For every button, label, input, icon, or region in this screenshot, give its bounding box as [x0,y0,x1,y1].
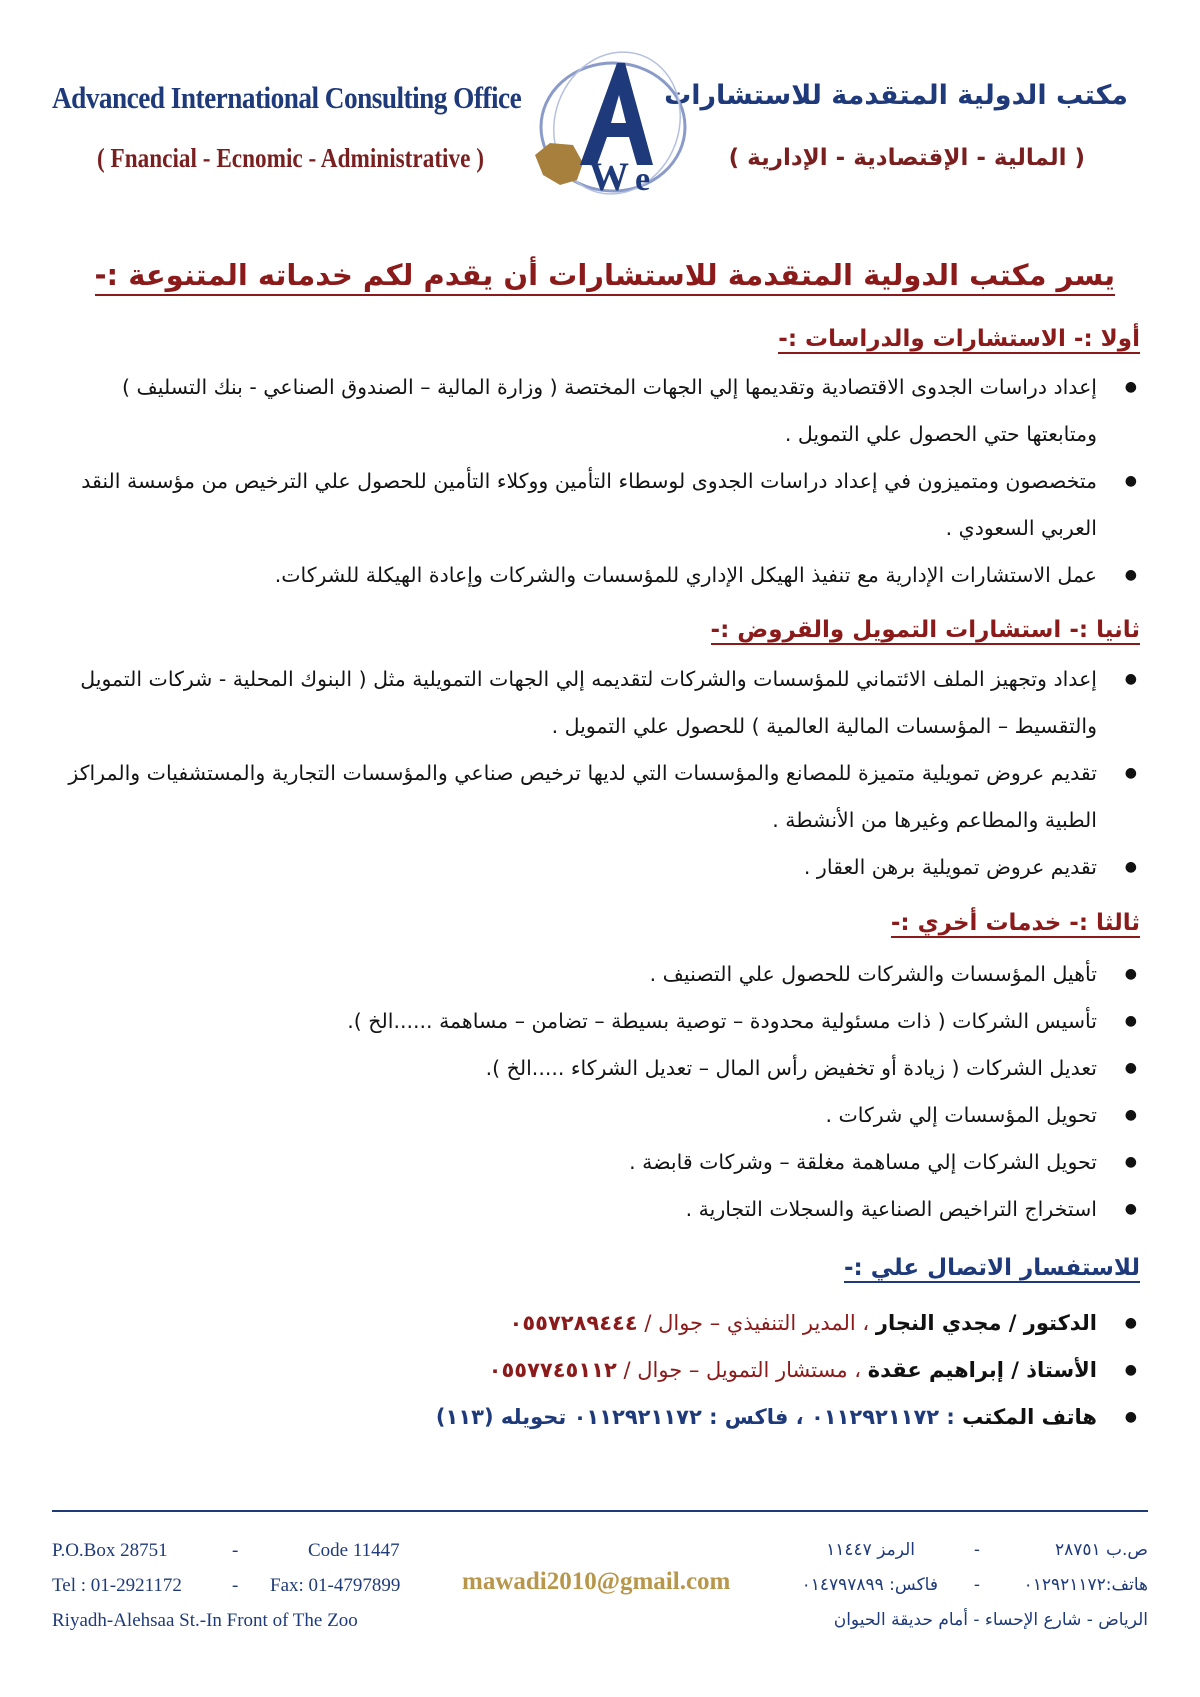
footer-en-fax: Fax: 01-4797899 [270,1575,401,1596]
list-item: ● تأسيس الشركات ( ذات مسئولية محدودة – توصية بسيطة – تضامن – مساهمة ......الخ ). [60,998,1145,1045]
logo-letter-e: e [635,161,651,198]
footer-ar-pobox: ص.ب ٢٨٧٥١ [1054,1540,1148,1560]
list-item: ● إعداد وتجهيز الملف الائتماني للمؤسسات والشركات لتقديمه إلي الجهات التمويلية مثل ( البنوك المحلية - شركات التمويل والتقسيط – المؤسسات المالية العالمية ) للحصول علي التمويل . [60,656,1145,750]
contact-list [60,1300,1145,1441]
section-list-financing [60,656,1145,891]
footer-en-code: Code 11447 [308,1540,400,1561]
footer-en-tel: Tel : 01-2921172 [52,1575,182,1596]
letterhead-english-subtitle: ( Fnancial - Ecnomic - Administrative ) [97,143,484,173]
footer-divider [52,1510,1148,1512]
footer-ar-address: الرياض - شارع الإحساء - أمام حديقة الحيوان [833,1610,1148,1630]
letterhead-arabic-name: مكتب الدولية المتقدمة للاستشارات [664,80,1128,111]
footer-ar-dash: - [973,1575,980,1595]
contact-role: ، المدير التنفيذي – جوال / [637,1311,876,1335]
letterhead-arabic-subtitle: ( المالية - الإقتصادية - الإدارية ) [728,145,1085,171]
list-item: ● تقديم عروض تمويلية متميزة للمصانع والمؤسسات التي لديها ترخيص صناعي والمؤسسات التجارية والمستشفيات والمراكز الطبية والمطاعم وغيرها من الأنشطة . [60,750,1145,844]
letterhead-english-name: Advanced International Consulting Office [52,80,522,115]
contact-name: الدكتور / مجدي النجار [875,1311,1097,1335]
list-item: ● تقديم عروض تمويلية برهن العقار . [60,844,1145,891]
logo-letter-a [580,63,653,165]
section-list-consulting [60,364,1145,599]
page-title: يسر مكتب الدولية المتقدمة للاستشارات أن يقدم لكم خدماته المتنوعة :- [95,258,1115,296]
contact-item [60,1300,1145,1347]
map-silhouette [535,143,583,185]
contact-phone[interactable]: ٠٥٥٧٢٨٩٤٤٤ [509,1311,638,1335]
footer-ar-fax: فاكس: ٠١٤٧٩٧٨٩٩ [801,1575,938,1595]
section-heading-other-services: ثالثا :- خدمات أخري :- [890,910,1140,936]
office-phone-numbers[interactable]: : ٠١١٢٩٢١١٧٢ ، فاكس : ٠١١٢٩٢١١٧٢ تحويله (١١٣) [435,1405,963,1429]
footer-en-dash: - [232,1540,239,1561]
company-logo [525,45,695,205]
section-heading-financing: ثانيا :- استشارات التمويل والقروض :- [710,617,1140,643]
list-item: ● تحويل المؤسسات إلي شركات . [60,1092,1145,1139]
contact-role: ، مستشار التمويل – جوال / [616,1358,868,1382]
footer-ar-dash: - [973,1540,980,1560]
footer-en-pobox: P.O.Box 28751 [52,1540,168,1561]
list-item: ● تحويل الشركات إلي مساهمة مغلقة – وشركات قابضة . [60,1139,1145,1186]
list-item: ● استخراج التراخيص الصناعية والسجلات التجارية . [60,1186,1145,1233]
list-item: ● متخصصون ومتميزون في إعداد دراسات الجدوى لوسطاء التأمين ووكلاء التأمين للحصول علي الترخيص من مؤسسة النقد العربي السعودي . [60,458,1145,552]
contact-item [60,1394,1145,1441]
footer-ar-tel: هاتف:٠١٢٩٢١١٧٢ [1023,1575,1148,1595]
contact-phone[interactable]: ٠٥٥٧٧٤٥١١٢ [488,1358,617,1382]
footer-en-address: Riyadh-Alehsaa St.-In Front of The Zoo [52,1610,358,1631]
list-item: ● عمل الاستشارات الإدارية مع تنفيذ الهيكل الإداري للمؤسسات والشركات وإعادة الهيكلة للشركات. [60,552,1145,599]
list-item: ● تعديل الشركات ( زيادة أو تخفيض رأس المال – تعديل الشركاء .....الخ ). [60,1045,1145,1092]
list-item: ● تأهيل المؤسسات والشركات للحصول علي التصنيف . [60,951,1145,998]
section-list-other-services [60,951,1145,1233]
contact-item [60,1347,1145,1394]
contact-heading: للاستفسار الاتصال علي :- [844,1255,1140,1281]
office-phone-label: هاتف المكتب [962,1405,1097,1429]
footer-email[interactable]: mawadi2010@gmail.com [462,1568,731,1595]
footer-en-dash: - [232,1575,239,1596]
contact-name: الأستاذ / إبراهيم عقدة [867,1358,1097,1382]
section-heading-consulting: أولا :- الاستشارات والدراسات :- [778,326,1140,352]
list-item: ● إعداد دراسات الجدوى الاقتصادية وتقديمها إلي الجهات المختصة ( وزارة المالية – الصندوق الصناعي - بنك التسليف ) ومتابعتها حتي الحصول علي التمويل . [60,364,1145,458]
logo-letter-w: W [589,154,629,199]
footer-ar-code: الرمز ١١٤٤٧ [826,1540,915,1560]
